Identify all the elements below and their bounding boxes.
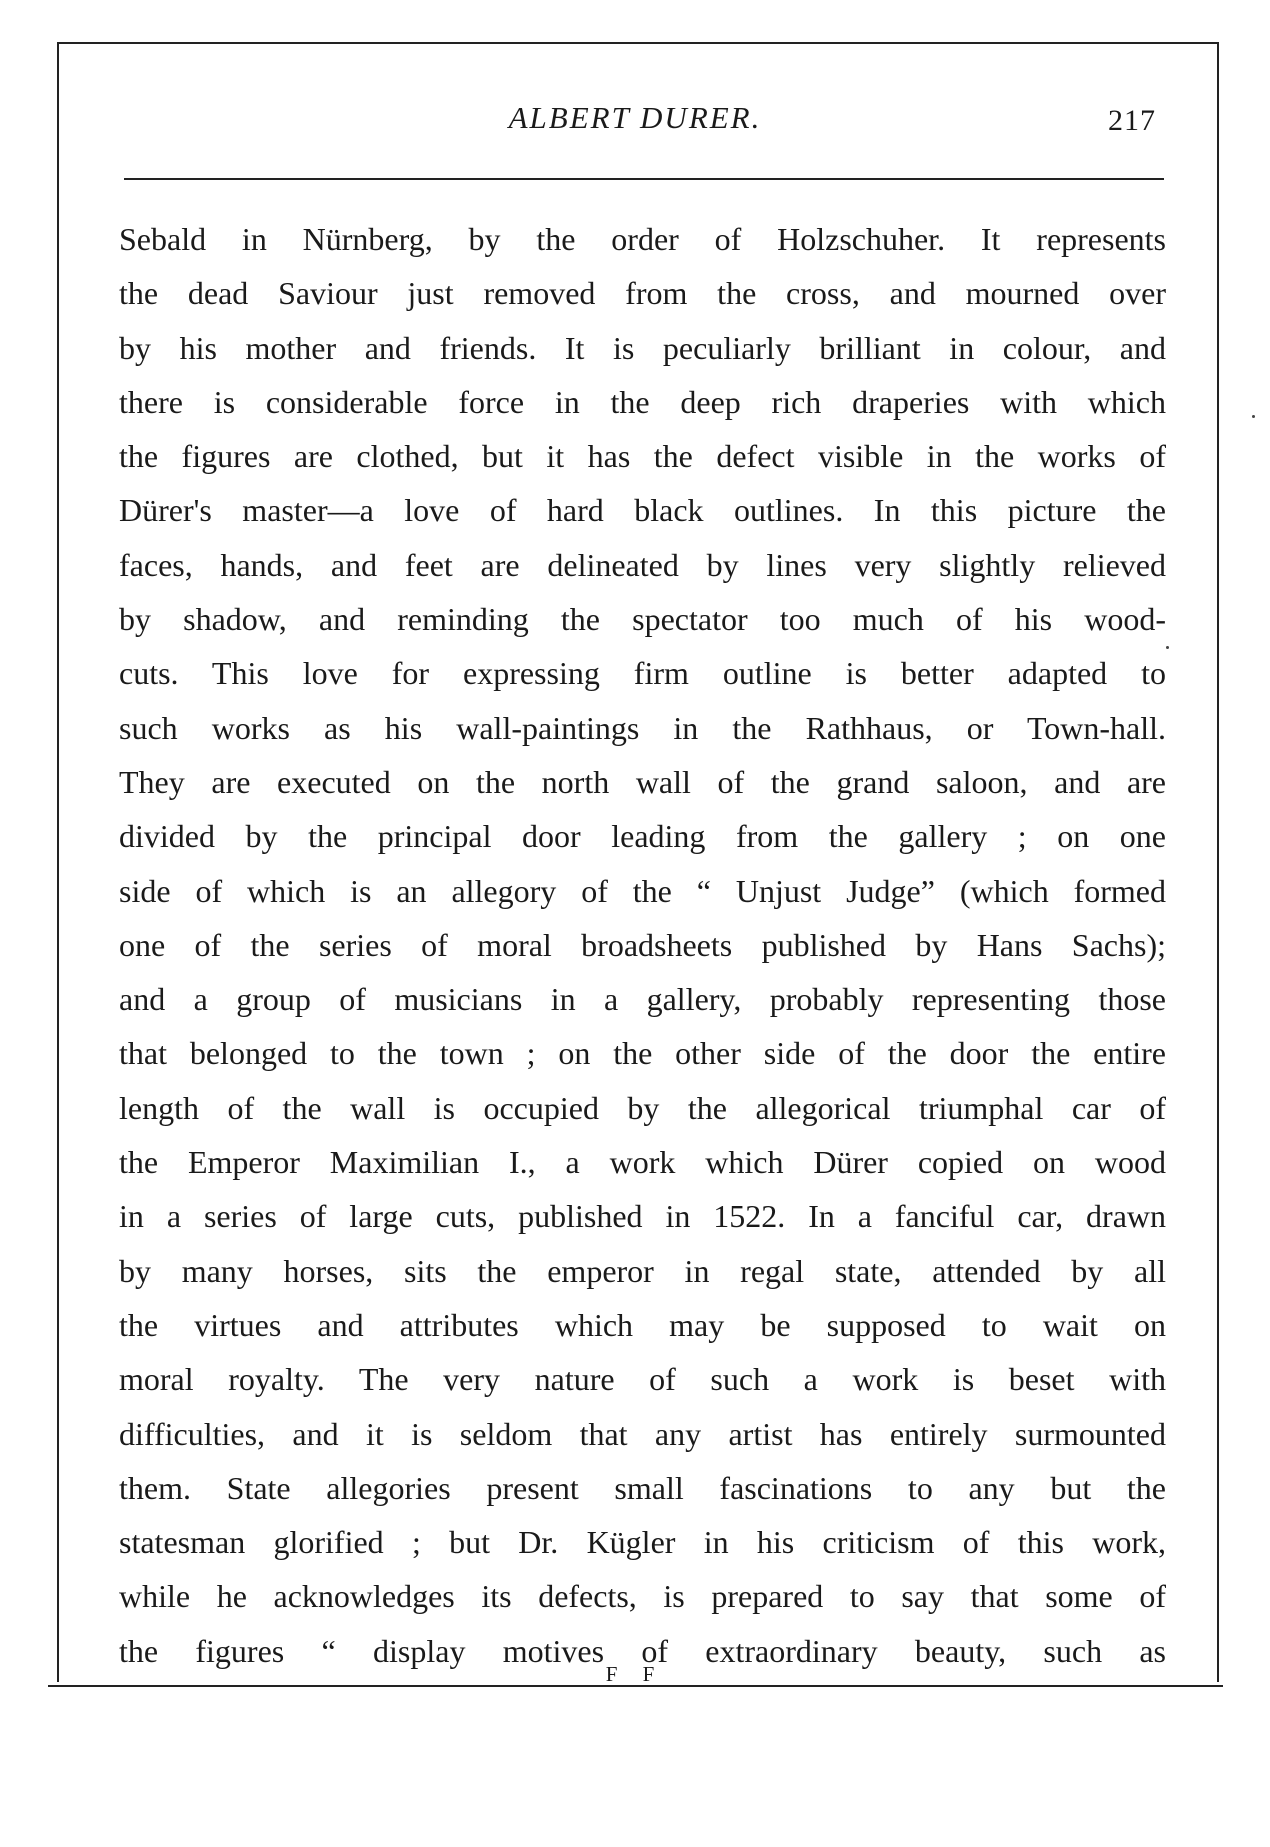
running-title: ALBERT DURER.: [508, 100, 762, 135]
signature-mark: F F: [605, 1662, 665, 1686]
text-line: the dead Saviour just removed from the cross, and mourned over: [119, 275, 1166, 312]
text-line: there is considerable force in the deep rich draperies with which: [119, 383, 1166, 420]
page-number: 217: [1108, 104, 1156, 137]
text-line: They are executed on the north wall of the grand saloon, and are: [119, 763, 1166, 800]
page-border-top: [57, 42, 1219, 44]
text-line: faces, hands, and feet are delineated by lines very slightly relieved: [119, 546, 1166, 583]
text-line: and a group of musicians in a gallery, probably representing those: [119, 981, 1166, 1018]
text-line: moral royalty. The very nature of such a work is beset with: [119, 1361, 1166, 1398]
text-line: while he acknowledges its defects, is prepared to say that some of: [119, 1578, 1166, 1615]
text-line: them. State allegories present small fascinations to any but the: [119, 1469, 1166, 1506]
text-line: cuts. This love for expressing firm outline is better adapted to: [119, 655, 1166, 692]
text-line: the figures “ display motives of extraordinary beauty, such as: [119, 1632, 1166, 1669]
ink-speck: [1252, 415, 1255, 418]
text-line: side of which is an allegory of the “ Unjust Judge” (which formed: [119, 872, 1166, 909]
body-text: [119, 212, 1166, 1678]
text-line: length of the wall is occupied by the allegorical triumphal car of: [119, 1089, 1166, 1126]
text-line: that belonged to the town ; on the other side of the door the entire: [119, 1035, 1166, 1072]
text-line: one of the series of moral broadsheets published by Hans Sachs);: [119, 926, 1166, 963]
text-line: by many horses, sits the emperor in regal state, attended by all: [119, 1252, 1166, 1289]
text-line: Sebald in Nürnberg, by the order of Holzschuher. It represents: [119, 221, 1166, 257]
page-border-left: [57, 42, 59, 1682]
text-line: the virtues and attributes which may be supposed to wait on: [119, 1306, 1166, 1343]
text-line: difficulties, and it is seldom that any artist has entirely surmounted: [119, 1415, 1166, 1452]
text-line: the Emperor Maximilian I., a work which Dürer copied on wood: [119, 1144, 1166, 1181]
ink-speck: [1166, 646, 1169, 649]
text-line: statesman glorified ; but Dr. Kügler in his criticism of this work,: [119, 1524, 1166, 1561]
text-line: the figures are clothed, but it has the defect visible in the works of: [119, 438, 1166, 475]
header-rule: [124, 178, 1164, 180]
text-line: such works as his wall-paintings in the Rathhaus, or Town-hall.: [119, 709, 1166, 746]
text-line: in a series of large cuts, published in 1522. In a fanciful car, drawn: [119, 1198, 1166, 1235]
text-line: by shadow, and reminding the spectator too much of his wood-: [119, 601, 1166, 638]
page-border-right: [1217, 42, 1219, 1682]
text-line: divided by the principal door leading from the gallery ; on one: [119, 818, 1166, 855]
text-line: by his mother and friends. It is peculiarly brilliant in colour, and: [119, 329, 1166, 366]
text-line: Dürer's master—a love of hard black outlines. In this picture the: [119, 492, 1166, 529]
